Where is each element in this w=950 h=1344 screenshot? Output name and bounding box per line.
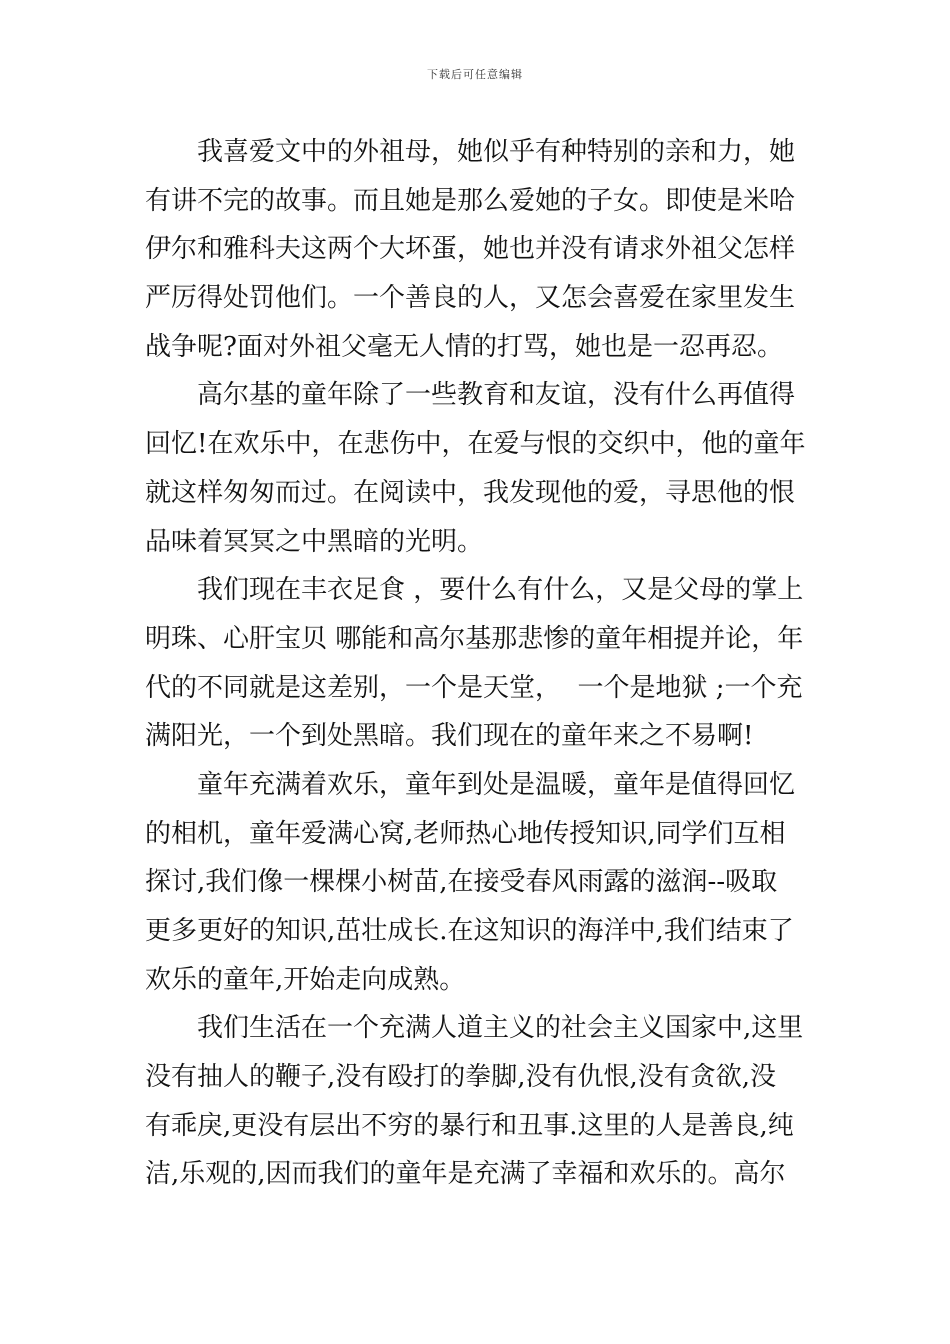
text-line: 我们生活在一个充满人道主义的社会主义国家中,这里 [197,1013,804,1044]
text-line: 品味着冥冥之中黑暗的光明。 [145,526,484,557]
text-line: 就这样匆匆而过。在阅读中，我发现他的爱，寻思他的恨 [145,477,796,508]
text-line: 回忆!在欢乐中，在悲伤中，在爱与恨的交织中，他的童年 [145,429,806,460]
text-line: 没有抽人的鞭子,没有殴打的拳脚,没有仇恨,没有贪欲,没 [145,1062,777,1093]
text-line: 更多更好的知识,茁壮成长.在这知识的海洋中,我们结束了 [145,916,794,946]
text-line: 代的不同就是这差别，一个是天堂， 一个是地狱 ;一个充 [145,672,803,703]
text-line: 伊尔和雅科夫这两个大坏蛋，她也并没有请求外祖父怎样 [145,234,796,265]
text-line: 我喜爱文中的外祖母，她似乎有种特别的亲和力，她 [197,137,796,167]
paragraph-2 [145,371,805,566]
text-line: 洁,乐观的,因而我们的童年是充满了幸福和欢乐的。高尔 [145,1159,786,1190]
text-line: 的相机，童年爱满心窝,老师热心地传授知识,同学们互相 [145,818,786,849]
text-line: 我们现在丰衣足食 ，要什么有什么，又是父母的掌上 [197,575,804,606]
text-line: 探讨,我们像一棵棵小树苗,在接受春风雨露的滋润--吸取 [145,867,778,898]
paragraph-3 [145,566,805,761]
header-note: 下载后可任意编辑 [427,68,523,81]
paragraph-4 [145,761,805,1004]
paragraph-5 [145,1004,805,1199]
body-text [145,128,805,1199]
text-line: 童年充满着欢乐，童年到处是温暖，童年是值得回忆 [197,769,796,800]
text-line: 战争呢?面对外祖父毫无人情的打骂，她也是一忍再忍。 [145,331,783,362]
text-line: 高尔基的童年除了一些教育和友谊，没有什么再值得 [197,380,796,411]
text-line: 满阳光，一个到处黑暗。我们现在的童年来之不易啊! [145,721,754,752]
paragraph-1 [145,128,805,371]
text-line: 有乖戾,更没有层出不穷的暴行和丑事.这里的人是善良,纯 [145,1110,794,1141]
text-line: 欢乐的童年,开始走向成熟。 [145,964,466,995]
text-line: 严厉得处罚他们。一个善良的人，又怎会喜爱在家里发生 [145,283,796,314]
text-line: 有讲不完的故事。而且她是那么爱她的子女。即使是米哈 [145,185,796,216]
text-line: 明珠、心肝宝贝 哪能和高尔基那悲惨的童年相提并论，年 [145,623,804,654]
